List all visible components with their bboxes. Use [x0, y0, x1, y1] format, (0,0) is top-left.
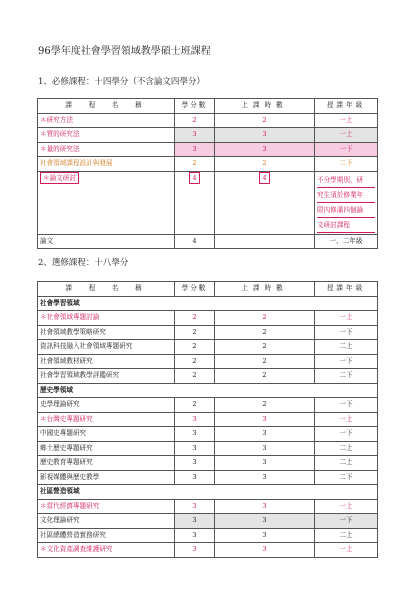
- table-row: [38, 142, 378, 157]
- course-grade: 二上: [315, 340, 378, 355]
- course-hours: 3: [215, 412, 315, 427]
- course-grade: 一上: [315, 412, 378, 427]
- course-hours: 2: [215, 325, 315, 340]
- course-name: 鄉土歷史專題研究: [38, 441, 175, 456]
- course-credits: 2: [175, 369, 215, 384]
- course-credits: 3: [175, 412, 215, 427]
- course-credits: 2: [175, 157, 215, 172]
- course-grade: 一、二年級: [315, 234, 378, 249]
- course-name: ＊量的研究法: [38, 142, 175, 157]
- course-credits: 3: [175, 470, 215, 485]
- course-credits: 3: [175, 514, 215, 529]
- course-credits: 4: [175, 171, 215, 234]
- course-hours: 3: [215, 427, 315, 442]
- course-credits: 3: [175, 543, 215, 558]
- course-hours: [215, 234, 315, 249]
- group-label: 社會學習領域: [38, 296, 378, 311]
- required-courses-table: [37, 98, 378, 249]
- course-name: ＊質的研究法: [38, 128, 175, 143]
- course-grade: 一上: [315, 113, 378, 128]
- table-row: [38, 325, 378, 340]
- table-row: [38, 234, 378, 249]
- course-credits: 2: [175, 311, 215, 326]
- table-row: [38, 499, 378, 514]
- table-row: [38, 543, 378, 558]
- section2-heading: 2、選修課程：十八學分: [38, 258, 129, 268]
- course-hours: 3: [215, 456, 315, 471]
- course-credits: 2: [175, 398, 215, 413]
- course-name: ＊台灣史專題研究: [38, 412, 175, 427]
- course-grade: 一下: [315, 398, 378, 413]
- course-hours: 3: [215, 128, 315, 143]
- table-row: [38, 412, 378, 427]
- course-hours: 3: [215, 499, 315, 514]
- course-credits: 2: [175, 354, 215, 369]
- course-name: ＊研究方法: [38, 113, 175, 128]
- course-name: 資訊科技融入社會領域專題研究: [38, 340, 175, 355]
- table-row: [38, 470, 378, 485]
- course-name: 論文: [38, 234, 175, 249]
- table-row: [38, 128, 378, 143]
- course-name: 史學理論研究: [38, 398, 175, 413]
- course-credits: 3: [175, 142, 215, 157]
- course-hours: 2: [215, 340, 315, 355]
- table-row: [38, 157, 378, 172]
- course-credits: 2: [175, 340, 215, 355]
- course-hours: 3: [215, 441, 315, 456]
- table-row: [38, 113, 378, 128]
- course-grade: 二上: [315, 528, 378, 543]
- course-name: ＊社會領域專題討論: [38, 311, 175, 326]
- header-credits: 學分數: [175, 282, 215, 297]
- course-grade: 二下: [315, 470, 378, 485]
- course-credits: 3: [175, 441, 215, 456]
- course-name: 影視媒體與歷史教學: [38, 470, 175, 485]
- course-name: ＊論文研討: [38, 171, 175, 234]
- course-name: ＊文化資產調查維護研究: [38, 543, 175, 558]
- course-hours: 2: [215, 369, 315, 384]
- course-name: 社會領域教學策略研究: [38, 325, 175, 340]
- course-grade: 一上: [315, 311, 378, 326]
- course-name: 社會領域教材研究: [38, 354, 175, 369]
- course-grade: 二上: [315, 441, 378, 456]
- table-row: [38, 340, 378, 355]
- table-row: [38, 311, 378, 326]
- course-grade: 二下: [315, 369, 378, 384]
- course-credits: 3: [175, 499, 215, 514]
- course-grade: 一上: [315, 499, 378, 514]
- course-credits: 4: [175, 234, 215, 249]
- table-row: [38, 354, 378, 369]
- course-grade: 二下: [315, 157, 378, 172]
- course-hours: 2: [215, 354, 315, 369]
- table-header-row: [38, 99, 378, 114]
- course-name: 歷史教育專題研究: [38, 456, 175, 471]
- course-name: 社會領域課程設計與發展: [38, 157, 175, 172]
- course-name: 社區總體營造實務研究: [38, 528, 175, 543]
- table-row: [38, 441, 378, 456]
- table-row: [38, 369, 378, 384]
- course-hours: 4: [215, 171, 315, 234]
- course-name: ＊當代經濟專題研究: [38, 499, 175, 514]
- header-course-name: 課 程 名 稱: [38, 282, 175, 297]
- header-grade: 授課年級: [315, 99, 378, 114]
- header-grade: 授課年級: [315, 282, 378, 297]
- table-header-row: [38, 282, 378, 297]
- course-grade: 一上: [315, 128, 378, 143]
- course-credits: 3: [175, 128, 215, 143]
- course-grade: 一下: [315, 142, 378, 157]
- header-credits: 學分數: [175, 99, 215, 114]
- course-credits: 3: [175, 456, 215, 471]
- course-grade: 二上: [315, 456, 378, 471]
- course-hours: 3: [215, 528, 315, 543]
- course-hours: 3: [215, 543, 315, 558]
- course-credits: 3: [175, 528, 215, 543]
- table-row: [38, 171, 378, 234]
- course-grade-note: 不分學期別，研 究生須於修業年 限內修滿四個論 文研討課程: [315, 171, 378, 234]
- course-grade: 一上: [315, 543, 378, 558]
- course-grade: 一下: [315, 325, 378, 340]
- course-grade: 一下: [315, 354, 378, 369]
- course-hours: 3: [215, 142, 315, 157]
- group-label: 社區營造領域: [38, 485, 378, 500]
- course-credits: 3: [175, 427, 215, 442]
- course-name: 社會學習領域教學評鑑研究: [38, 369, 175, 384]
- group-label: 歷史學領域: [38, 383, 378, 398]
- table-row: [38, 398, 378, 413]
- course-hours: 2: [215, 113, 315, 128]
- course-hours: 2: [215, 157, 315, 172]
- table-row: [38, 427, 378, 442]
- section1-heading: 1、必修課程：十四學分（不含論文四學分）: [38, 77, 205, 87]
- course-credits: 2: [175, 325, 215, 340]
- course-grade: 一下: [315, 427, 378, 442]
- page-title: 96學年度社會學習領域教學碩士班課程: [38, 46, 211, 57]
- course-grade: 一下: [315, 514, 378, 529]
- group-row: [38, 296, 378, 311]
- table-row: [38, 456, 378, 471]
- course-hours: 2: [215, 398, 315, 413]
- elective-courses-table: [37, 281, 378, 558]
- course-hours: 3: [215, 470, 315, 485]
- header-hours: 上課時數: [215, 282, 315, 297]
- group-row: [38, 383, 378, 398]
- header-course-name: 課 程 名 稱: [38, 99, 175, 114]
- course-name: 文化理論研究: [38, 514, 175, 529]
- table-row: [38, 528, 378, 543]
- group-row: [38, 485, 378, 500]
- course-hours: 3: [215, 514, 315, 529]
- table-row: [38, 514, 378, 529]
- course-hours: 2: [215, 311, 315, 326]
- header-hours: 上課時數: [215, 99, 315, 114]
- course-name: 中國史專題研究: [38, 427, 175, 442]
- course-credits: 2: [175, 113, 215, 128]
